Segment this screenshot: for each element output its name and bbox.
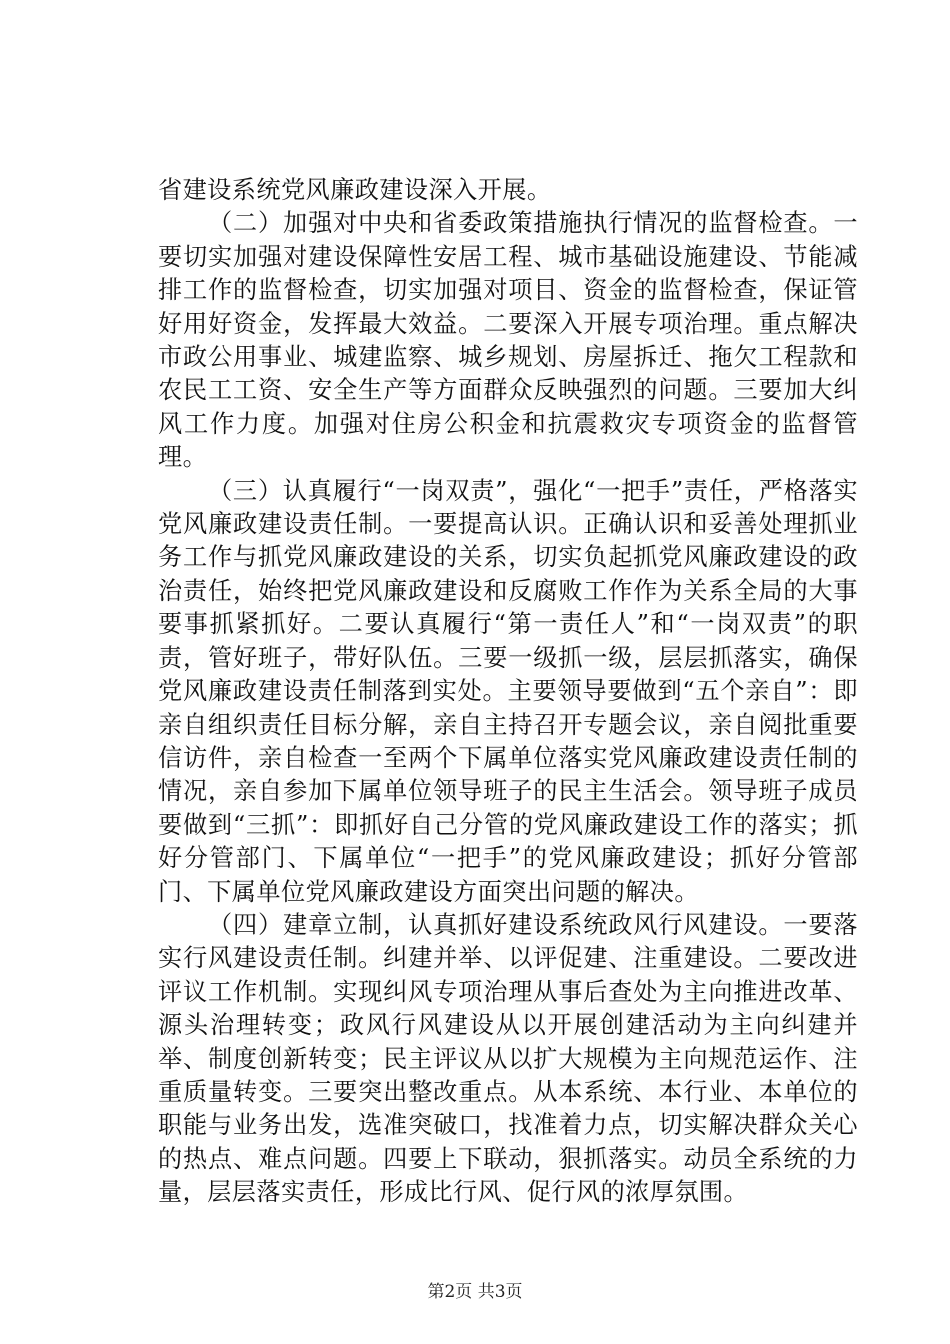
paragraph-section-two: （二）加强对中央和省委政策措施执行情况的监督检查。一要切实加强对建设保障性安居工程、城市基础设施建设、节能减排工作的监督检查，切实加强对项目、资金的监督检查，保证管好用好资金，发挥最大效益。二要深入开展专项治理。重点解决市政公用事业、城建监察、城乡规划、房屋拆迁、拖欠工程款和农民工工资、安全生产等方面群众反映强烈的问题。三要加大纠风工作力度。加强对住房公积金和抗震救灾专项资金的监督管理。	[158, 209, 858, 472]
page-number-label: 第2页 共3页	[427, 1282, 523, 1302]
page-footer	[0, 1277, 950, 1302]
paragraph-section-four: （四）建章立制，认真抓好建设系统政风行风建设。一要落实行风建设责任制。纠建并举、以评促建、注重建设。二要改进评议工作机制。实现纠风专项治理从事后查处为主向推进改革、源头治理转变；政风行风建设从以开展创建活动为主向纠建并举、制度创新转变；民主评议从以扩大规模为主向规范运作、注重质量转变。三要突出整改重点。从本系统、本行业、本单位的职能与业务出发，选准突破口，找准着力点，切实解决群众关心的热点、难点问题。四要上下联动，狠抓落实。动员全系统的力量，层层落实责任，形成比行风、促行风的浓厚氛围。	[158, 910, 858, 1207]
paragraph-continuation: 省建设系统党风廉政建设深入开展。	[158, 176, 552, 204]
document-body	[158, 174, 858, 1210]
paragraph-section-three: （三）认真履行“一岗双责”，强化“一把手”责任，严格落实党风廉政建设责任制。一要提高认识。正确认识和妥善处理抓业务工作与抓党风廉政建设的关系，切实负起抓党风廉政建设的政治责任，始终把党风廉政建设和反腐败工作作为关系全局的大事要事抓紧抓好。二要认真履行“第一责任人”和“一岗双责”的职责，管好班子，带好队伍。三要一级抓一级，层层抓落实，确保党风廉政建设责任制落到实处。主要领导要做到“五个亲自”：即亲自组织责任目标分解，亲自主持召开专题会议，亲自阅批重要信访件，亲自检查一至两个下属单位落实党风廉政建设责任制的情况，亲自参加下属单位领导班子的民主生活会。领导班子成员要做到“三抓”：即抓好自己分管的党风廉政建设工作的落实；抓好分管部门、下属单位“一把手”的党风廉政建设；抓好分管部门、下属单位党风廉政建设方面突出问题的解决。	[158, 476, 858, 906]
